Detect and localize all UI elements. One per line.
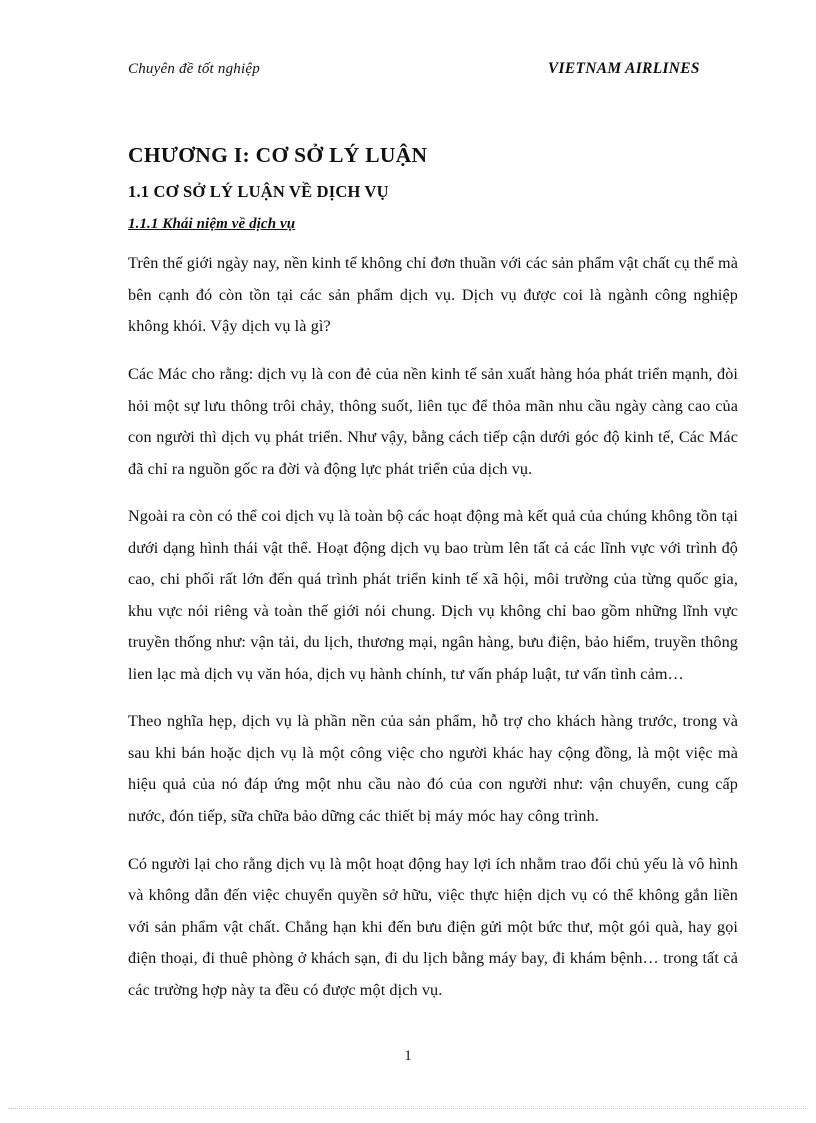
paragraph: Ngoài ra còn có thể coi dịch vụ là toàn bộ các hoạt động mà kết quả của chúng không tồn tại dưới dạng hình thái vật thể. Hoạt động dịch vụ bao trùm lên tất cả các lĩnh vực với trình độ cao, chi phối rất lớn đến quá trình phát triển kinh tế xã hội, môi trường của từng quốc gia, khu vực nói riêng và toàn thế giới nói chung. Dịch vụ không chỉ bao gồm những lĩnh vực truyền thống như: vận tải, du lịch, thương mại, ngân hàng, bưu điện, bảo hiểm, truyền thông lien lạc mà dịch vụ văn hóa, dịch vụ hành chính, tư vấn pháp luật, tư vấn tình cảm…	[128, 507, 738, 683]
paragraph: Các Mác cho rằng: dịch vụ là con đẻ của nền kinh tế sản xuất hàng hóa phát triển mạnh, đòi hỏi một sự lưu thông trôi chảy, thông suốt, liên tục để thỏa mãn nhu cầu ngày càng cao của con người thì dịch vụ phát triển. Như vậy, bằng cách tiếp cận dưới góc độ kinh tế, Các Mác đã chỉ ra nguồn gốc ra đời và động lực phát triển của dịch vụ.	[128, 365, 738, 478]
page-number: 1	[404, 1048, 412, 1064]
page-header	[128, 60, 738, 90]
header-right-text: VIETNAM AIRLINES	[547, 60, 700, 77]
chapter-title: CHƯƠNG I: CƠ SỞ LÝ LUẬN	[128, 143, 428, 167]
paragraph: Có người lại cho rằng dịch vụ là một hoạt động hay lợi ích nhằm trao đổi chủ yếu là vô hình và không dẫn đến việc chuyển quyền sở hữu, việc thực hiện dịch vụ có thể không gắn liền với sản phẩm vật chất. Chẳng hạn khi đến bưu điện gửi một bức thư, một gói quà, hay gọi điện thoại, đi thuê phòng ở khách sạn, đi du lịch bằng máy bay, đi khám bệnh… trong tất cả các trường hợp này ta đều có được một dịch vụ.	[128, 854, 738, 999]
header-left-text: Chuyên đề tốt nghiệp	[128, 61, 260, 77]
paragraph: Theo nghĩa hẹp, dịch vụ là phần nền của sản phẩm, hỗ trợ cho khách hàng trước, trong và sau khi bán hoặc dịch vụ là một công việc cho người khác hay cộng đồng, là một việc mà hiệu quả của nó đáp ứng một nhu cầu nào đó của con người như: vận chuyển, cung cấp nước, đón tiếp, sữa chữa bảo dững các thiết bị máy móc hay công trình.	[128, 712, 738, 825]
paragraph: Trên thế giới ngày nay, nền kinh tế không chỉ đơn thuần với các sản phẩm vật chất cụ thể mà bên cạnh đó còn tồn tại các sản phẩm dịch vụ. Dịch vụ được coi là ngành công nghiệp không khói. Vậy dịch vụ là gì?	[128, 254, 738, 336]
section-title: 1.1 CƠ SỞ LÝ LUẬN VỀ DỊCH VỤ	[128, 182, 389, 202]
subsection-title: 1.1.1 Khái niệm về dịch vụ	[128, 216, 296, 233]
page-bottom-divider	[8, 1108, 808, 1109]
